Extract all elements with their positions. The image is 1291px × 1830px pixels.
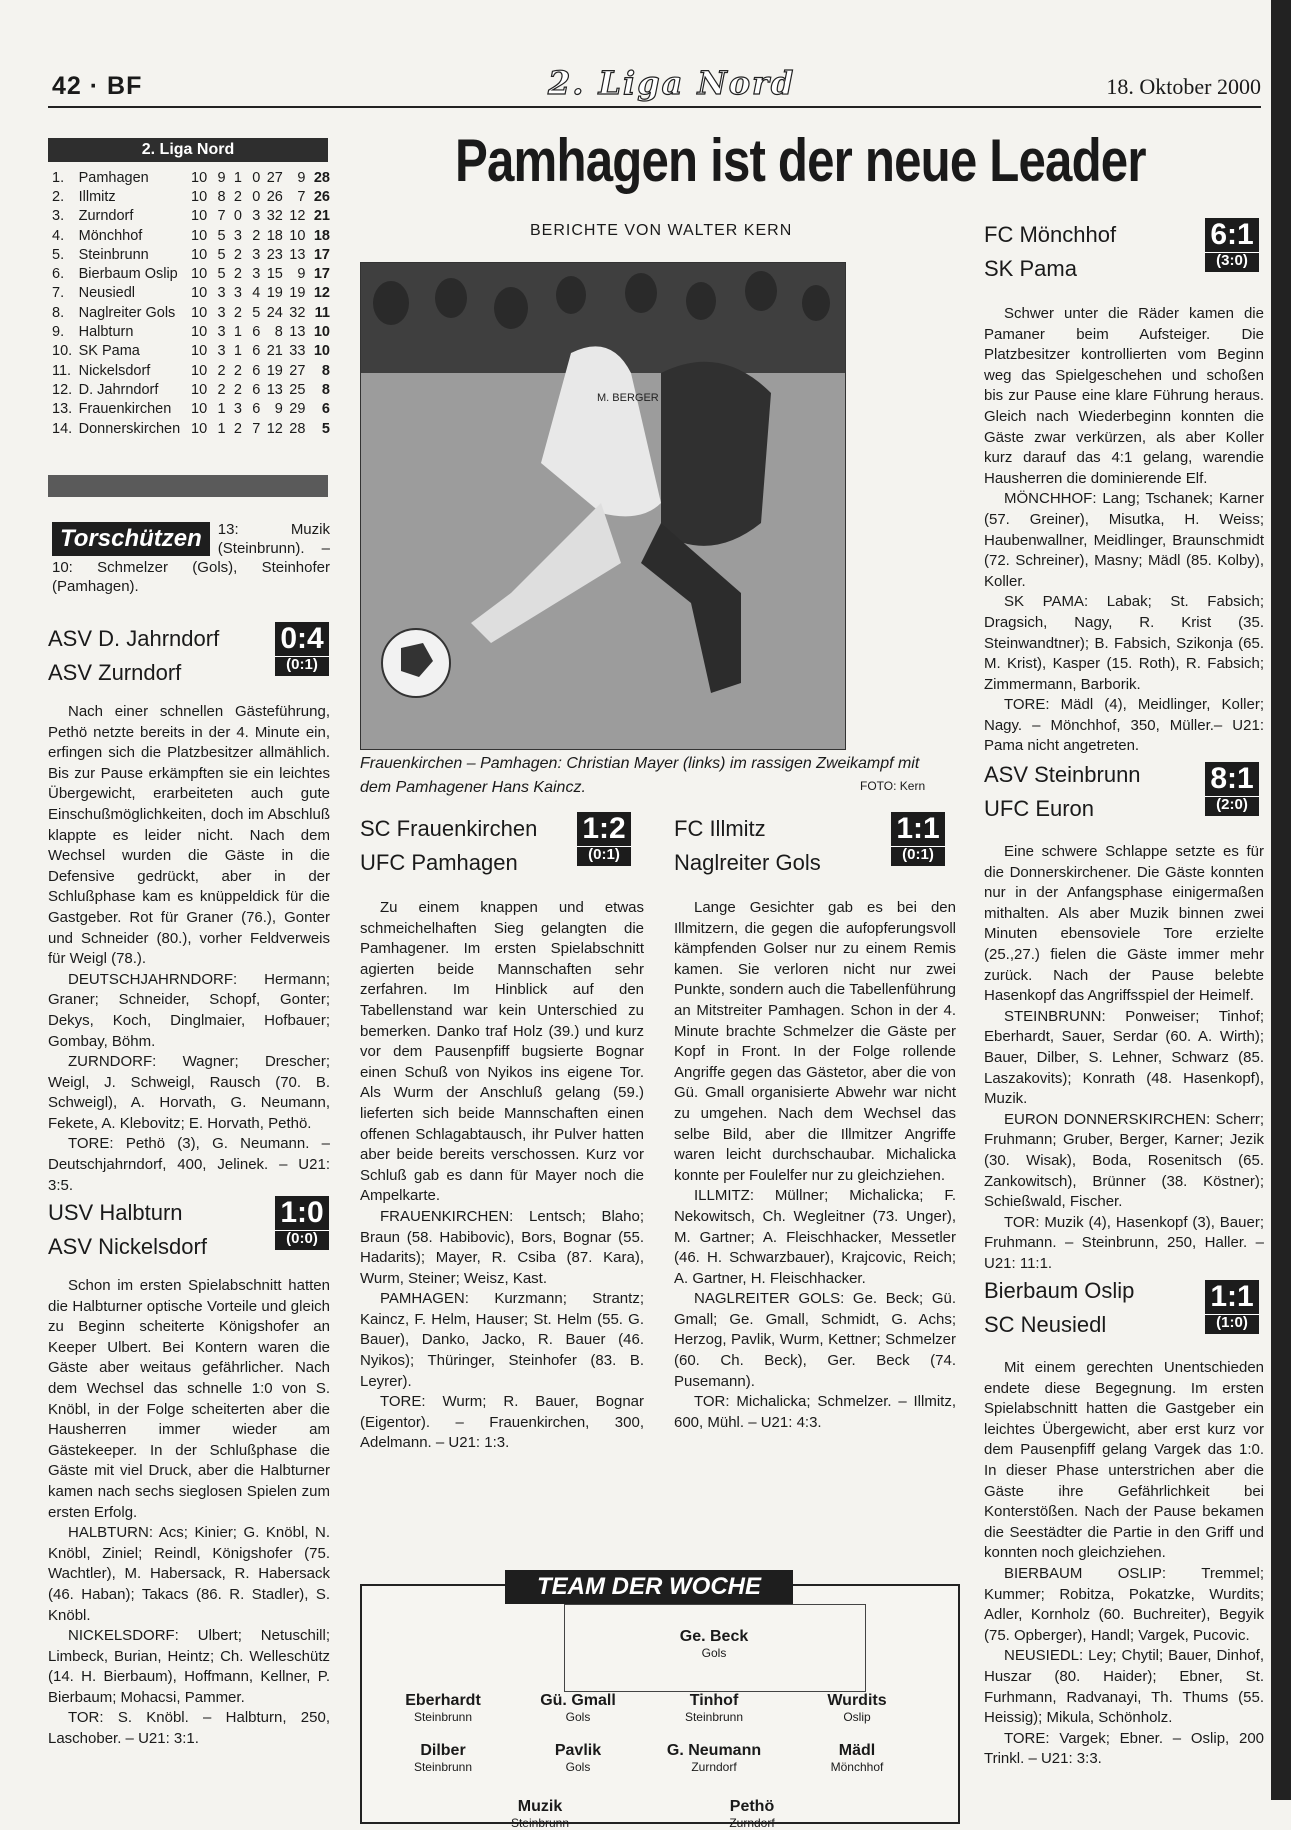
standings-cell-u: 2 [233, 246, 242, 263]
standings-row [52, 380, 330, 399]
standings-cell-t: 19 [266, 285, 283, 302]
standings-cell-s: 3 [217, 343, 226, 360]
standings-row [52, 419, 330, 438]
issue-date: 18. Oktober 2000 [1106, 74, 1261, 99]
standings-cell-rank: 6. [52, 266, 65, 283]
standings-cell-t: 18 [266, 227, 283, 244]
standings-cell-pts: 11 [314, 304, 330, 321]
standings-cell-t: 13 [266, 381, 283, 398]
match-moenchhof-title: FC Mönchhof SK Pama [984, 222, 1117, 281]
player-name: Dilber [420, 1742, 466, 1759]
standings-cell-rank: 14. [52, 420, 73, 437]
player-club: Mönchhof [830, 1760, 884, 1774]
standings-cell-n: 6 [252, 381, 261, 398]
match-frauenkirchen-score: 1:2 (0:1) [577, 812, 631, 866]
standings-cell-pts: 21 [313, 208, 330, 225]
standings-cell-s: 9 [217, 169, 226, 186]
standings-cell-gt: 10 [289, 227, 306, 244]
standings-cell-gt: 13 [289, 324, 306, 341]
standings-cell-u: 3 [233, 401, 242, 418]
standings-cell-n: 0 [252, 188, 261, 205]
team-player [460, 1798, 620, 1830]
standings-cell-t: 19 [266, 362, 283, 379]
player-name: Pethö [729, 1798, 775, 1815]
standings-cell-sp: 10 [191, 266, 208, 283]
standings-row [52, 187, 330, 206]
standings-cell-t: 32 [266, 208, 283, 225]
player-name: Mädl [838, 1742, 876, 1759]
standings-row [52, 284, 330, 303]
standings-cell-sp: 10 [191, 381, 208, 398]
standings-cell-rank: 12. [52, 381, 73, 398]
match-illmitz-score: 1:1 (0:1) [891, 812, 945, 866]
match-steinbrunn-title: ASV Steinbrunn UFC Euron [984, 762, 1141, 821]
standings-row [52, 168, 330, 187]
player-club: Zurndorf [729, 1816, 775, 1830]
standings-cell-n: 3 [252, 266, 261, 283]
standings-cell-rank: 10. [52, 343, 73, 360]
standings-cell-sp: 10 [191, 343, 208, 360]
standings-row [52, 207, 330, 226]
home-team: ASV D. Jahrndorf [48, 626, 220, 651]
standings-row [52, 342, 330, 361]
match-illmitz-title: FC Illmitz Naglreiter Gols [674, 816, 821, 875]
standings-cell-gt: 33 [289, 343, 306, 360]
standings-cell-sp: 10 [191, 401, 208, 418]
standings-cell-pts: 17 [313, 266, 330, 283]
standings-cell-s: 7 [217, 208, 226, 225]
standings-cell-pts: 6 [321, 401, 330, 418]
team-of-week-title: TEAM DER WOCHE [505, 1570, 793, 1604]
standings-cell-t: 24 [266, 304, 283, 321]
standings-cell-n: 6 [252, 324, 261, 341]
standings-cell-sp: 10 [191, 362, 208, 379]
standings-cell-gt: 32 [289, 304, 306, 321]
standings-cell-t: 23 [266, 246, 283, 263]
standings-cell-s: 2 [217, 362, 226, 379]
standings-cell-rank: 8. [52, 304, 65, 321]
page-edge-bar [1271, 0, 1291, 1800]
standings-cell-u: 2 [233, 420, 242, 437]
standings-cell-u: 1 [233, 343, 242, 360]
standings-cell-gt: 9 [297, 266, 306, 283]
standings-cell-t: 26 [266, 188, 283, 205]
standings-cell-sp: 10 [191, 169, 208, 186]
standings-cell-gt: 29 [289, 401, 306, 418]
standings-row [52, 361, 330, 380]
standings-cell-sp: 10 [191, 304, 208, 321]
player-name: Muzik [517, 1798, 563, 1815]
match-oslip-title: Bierbaum Oslip SC Neusiedl [984, 1278, 1135, 1337]
match-moenchhof-text: Schwer unter die Räder kamen die Pamaner beim Aufsteiger. Die Platzbesitzer kontrollierten vom Beginn weg das Spielgeschehen und schoßen bis zur Pause eine klare Führung heraus. Gleich nach Wiederbeginn konnten die Gäste zwar verkürzen, als aber Koller kurz darauf das 4:1 gelang, warendie Hausherren die dominierende Elf. MÖNCHHOF: Lang; Tschanek; Karner (57. Greiner), Misutka, H. Weiss; Haubenwallner, Meidlinger, Braunschmidt (72. Schreiner), Masny; Mädl (85. Kolby), Koller. SK PAMA: Labak; St. Fabsich; Dragsich, Nagy, R. Krist (35. Steinwandtner); B. Fabsich, Szikonja (65. M. Krist), Kasper (15. Roth), R. Fabsich; Zimmermann, Barborik. TORE: Mädl (4), Meidlinger, Koller; Nagy. – Mönchhof, 350, Müller.– U21: Pama nicht angetreten. [984, 305, 1264, 755]
match-oslip-text: Mit einem gerechten Unentschieden endete diese Begegnung. Im ersten Spielabschnitt hatten die Gastgeber ein leichtes Übergewicht, aber erst kurz vor dem Pausenpfiff gelang Vargek das 1:0. In dieser Phase unterstrichen aber die Gäste ihre Gefährlichkeit bei Konterstößen. Nach der Pause bekamen die Seestädter die Partie in den Griff und konnten noch gleichziehen. BIERBAUM OSLIP: Tremmel; Kummer; Robitza, Pokatzke, Wurdits; Adler, Kornholz (60. Buchreiter), Begyik (75. Opberger), Handl; Vargek, Pucovic. NEUSIEDL: Ley; Chytil; Bauer, Dinhof, Huszar (80. Haider); Ebner, St. Furhmann, Radvanayi, Th. Thums (55. Heissig); Mikula, Schönholz. TORE: Vargek; Ebner. – Oslip, 200 Trinkl. – U21: 3:3. [984, 1359, 1264, 1768]
player-club: Steinbrunn [413, 1710, 473, 1724]
standings-cell-rank: 11. [52, 362, 72, 379]
scorers-block [52, 520, 330, 596]
standings-cell-team: D. Jahrndorf [78, 381, 159, 398]
standings-row [52, 400, 330, 419]
match-steinbrunn-score: 8:1 (2:0) [1205, 762, 1259, 816]
match-illmitz-text: Lange Gesichter gab es bei den Illmitzern, die gegen die aufopferungsvoll kämpfenden Golser nur zu einem Remis kamen. Sie verloren nicht nur zwei Punkte, sondern auch die Tabellenführung an Mitstreiter Pamhagen. Schon in der 4. Minute brachte Schmelzer die Gäste per Kopf in Front. In der Folge rollende Angriffe gegen das Gästetor, aber die von Gü. Gmall organisierte Abwehr war nicht zu umgehen. Nach dem Wechsel das selbe Bild, aber die Illmitzer Angriffe waren leicht durchschaubar. Michalicka konnte per Foulelfer nur zu gleichziehen. ILLMITZ: Müllner; Michalicka; F. Nekowitsch, Ch. Wegleitner (73. Unger), M. Gartner; A. Fleischhacker, Messetler (46. H. Schwarzbauer), Krajcovic, Reich; A. Gartner, H. Fleischhacker. NAGLREITER GOLS: Ge. Beck; Gü. Gmall; Ge. Gmall, Schmidt, G. Achs; Herzog, Pavlik, Wurm, Kettner; Schmelzer (60. Ch. Beck), Ger. Beck (74. Pusemann). TOR: Michalicka; Schmelzer. – Illmitz, 600, Mühl. – U21: 4:3. [674, 899, 956, 1431]
standings-cell-sp: 10 [191, 324, 208, 341]
standings-cell-t: 12 [266, 420, 283, 437]
byline: BERICHTE VON WALTER KERN [530, 222, 793, 239]
standings-cell-gt: 13 [289, 246, 306, 263]
match-moenchhof-score: 6:1 (3:0) [1205, 218, 1259, 272]
standings-cell-rank: 7. [52, 285, 65, 302]
standings-cell-pts: 26 [313, 188, 330, 205]
standings-cell-u: 2 [233, 362, 242, 379]
match-halbturn-title: USV Halbturn ASV Nickelsdorf [48, 1200, 207, 1259]
standings-table [52, 168, 330, 438]
standings-cell-n: 6 [252, 343, 261, 360]
away-team: ASV Zurndorf [48, 660, 182, 685]
standings-cell-s: 1 [217, 420, 226, 437]
player-club: Steinbrunn [510, 1816, 570, 1830]
standings-cell-rank: 4. [52, 227, 65, 244]
standings-cell-n: 5 [252, 304, 261, 321]
standings-row [52, 322, 330, 341]
standings-cell-team: Pamhagen [78, 169, 149, 186]
player-name: Wurdits [827, 1692, 887, 1709]
standings-cell-s: 1 [217, 401, 226, 418]
match-halbturn-score: 1:0 (0:0) [275, 1196, 329, 1250]
scorers-text: 13: Muzik (Steinbrunn). – 10: Schmelzer (Gols), Steinhofer (Pamhagen). [52, 521, 330, 595]
standings-cell-team: Illmitz [78, 188, 116, 205]
standings-row [52, 245, 330, 264]
standings-cell-s: 5 [217, 266, 226, 283]
standings-row [52, 264, 330, 283]
standings-cell-u: 2 [233, 304, 242, 321]
standings-cell-sp: 10 [191, 208, 208, 225]
player-club: Gols [565, 1710, 591, 1724]
standings-cell-rank: 1. [52, 169, 65, 186]
standings-row [52, 226, 330, 245]
standings-cell-u: 1 [233, 169, 242, 186]
standings-cell-team: SK Pama [78, 343, 140, 360]
standings-cell-u: 1 [233, 324, 242, 341]
standings-cell-team: Halbturn [78, 324, 134, 341]
standings-cell-t: 9 [274, 401, 283, 418]
team-player [672, 1798, 832, 1830]
standings-cell-team: Steinbrunn [78, 246, 149, 263]
standings-cell-rank: 9. [52, 324, 65, 341]
standings-cell-s: 5 [217, 246, 226, 263]
standings-cell-n: 6 [252, 362, 261, 379]
standings-cell-rank: 13. [52, 401, 73, 418]
standings-cell-t: 27 [266, 169, 283, 186]
player-name: Gü. Gmall [540, 1692, 616, 1709]
standings-cell-rank: 3. [52, 208, 65, 225]
team-player [634, 1742, 794, 1774]
player-name: Pavlik [554, 1742, 602, 1759]
standings-cell-gt: 27 [289, 362, 306, 379]
standings-cell-n: 3 [252, 208, 261, 225]
standings-cell-s: 3 [217, 304, 226, 321]
standings-bar [48, 475, 328, 497]
standings-cell-team: Nickelsdorf [78, 362, 151, 379]
standings-cell-sp: 10 [191, 285, 208, 302]
standings-row [52, 303, 330, 322]
standings-cell-pts: 5 [321, 420, 330, 437]
standings-cell-n: 4 [252, 285, 261, 302]
standings-cell-s: 3 [217, 324, 226, 341]
section-title: 2. Liga Nord [548, 64, 796, 102]
standings-cell-pts: 10 [313, 324, 330, 341]
standings-cell-pts: 17 [313, 246, 330, 263]
header-rule [48, 106, 1261, 108]
standings-cell-n: 0 [252, 169, 261, 186]
player-club: Gols [701, 1646, 727, 1660]
standings-cell-s: 8 [217, 188, 226, 205]
player-club: Steinbrunn [413, 1760, 473, 1774]
match-jahrndorf-score: 0:4 (0:1) [275, 622, 329, 676]
standings-cell-rank: 5. [52, 246, 65, 263]
standings-cell-team: Neusiedl [78, 285, 136, 302]
player-club: Steinbrunn [684, 1710, 744, 1724]
standings-cell-sp: 10 [191, 227, 208, 244]
match-jahrndorf-title [48, 622, 219, 690]
standings-cell-u: 2 [233, 188, 242, 205]
match-halbturn-text: Schon im ersten Spielabschnitt hatten die Halbturner optische Vorteile und gleich zu Beginn scheiterte Königshofer an Keeper Ulbert. Bei Kontern waren die Gäste aber weitaus gefährlicher. Nach dem Wechsel das schnelle 1:0 von S. Knöbl, in der Folge scheiterten aber die Hausherren immer wieder am Gästekeeper. In der Schlußphase die Gäste mit viel Druck, aber die Halbturner kamen nach sechs sieglosen Spielen zum ersten Erfolg. HALBTURN: Acs; Kinier; G. Knöbl, N. Knöbl, Ziniel; Reindl, Königshofer (75. Wachtler), M. Habersack, R. Habersack (46. Haban); Takacs (86. R. Stadler), S. Knöbl. NICKELSDORF: Ulbert; Netuschill; Limbeck, Burian, Heintz; Ch. Welleschütz (14. H. Bierbaum), Hoffmann, Kellner, P. Bierbaum; Mohacsi, Pammer. TOR: S. Knöbl. – Halbturn, 250, Laschober. – U21: 3:1. [48, 1277, 330, 1748]
standings-cell-pts: 8 [321, 381, 330, 398]
match-frauenkirchen-title: SC Frauenkirchen UFC Pamhagen [360, 816, 538, 875]
standings-cell-gt: 7 [297, 188, 306, 205]
player-name: G. Neumann [666, 1742, 762, 1759]
standings-cell-pts: 18 [313, 227, 330, 244]
page-number: 42 · BF [52, 72, 143, 100]
standings-cell-u: 3 [233, 227, 242, 244]
standings-cell-sp: 10 [191, 420, 208, 437]
standings-cell-n: 2 [252, 227, 261, 244]
player-club: Zurndorf [691, 1760, 737, 1774]
standings-cell-pts: 8 [321, 362, 330, 379]
standings-cell-sp: 10 [191, 246, 208, 263]
match-photo [360, 262, 846, 750]
standings-cell-gt: 9 [297, 169, 306, 186]
team-player [634, 1692, 794, 1724]
player-club: Gols [565, 1760, 591, 1774]
standings-cell-pts: 12 [313, 285, 330, 302]
standings-cell-s: 3 [217, 285, 226, 302]
standings-title: 2. Liga Nord [48, 138, 328, 162]
standings-cell-n: 3 [252, 246, 261, 263]
standings-cell-sp: 10 [191, 188, 208, 205]
team-player [777, 1692, 937, 1724]
match-jahrndorf-text: Nach einer schnellen Gästeführung, Pethö netzte bereits in der 4. Minute ein, erfingen sich die Platzbesitzer allmählich. Bis zur Pause erkämpften sie ein leichtes Übergewicht, erarbeiteten auch gute Einschußmöglichkeiten, doch im Abschluß klappte es leider nicht. Nach dem Wechsel wurden die Gäste in die Defensive gedrückt, aber in der Schlußphase kam es knüppeldick für die Gastgeber. Rot für Graner (76.), Gonter und Schneider (80.), vorher Feldverweis für Weigl (78.). DEUTSCHJAHRNDORF: Hermann; Graner; Schneider, Schopf, Gonter; Dekys, Koch, Dinglmaier, Hofbauer; Gombay, Böhm. ZURNDORF: Wagner; Drescher; Weigl, J. Schweigl, Rausch (70. B. Schweigl), A. Horvath, G. Neumann, Fekete, A. Klebovitz; E. Horvath, Pethö. TORE: Pethö (3), G. Neumann. – Deutschjahrndorf, 400, Jelinek. – U21: 3:5. [48, 703, 330, 1194]
photo-credit: FOTO: Kern [860, 779, 926, 793]
standings-cell-pts: 28 [313, 169, 330, 186]
player-club: Oslip [843, 1710, 871, 1724]
match-frauenkirchen-text: Zu einem knappen und etwas schmeichelhaften Sieg gelangten die Pamhagener. Im ersten Spielabschnitt agierten beide Mannschaften sehr zerfahren. Im Hinblick auf den Tabellenstand war kein Unterschied zu bemerken. Danko traf Holz (39.) und kurz vor dem Pausenpfiff bugsierte Bognar einen Schuß von Nyikos ins eigene Tor. Als Wurm der Anschluß gelang (59.) lieferten sich beide Mannschaften einen offenen Schlagabtausch, ihr Pulver hatten aber beide bereits verschossen. Kurz vor Schluß gab es dann für Mayer noch die Ampelkarte. FRAUENKIRCHEN: Lentsch; Blaho; Braun (58. Habibovic), Bors, Bognar (55. Hadarits); Mayer, R. Csiba (87. Kara), Wurm, Steiner; Weisz, Kast. PAMHAGEN: Kurzmann; Strantz; Kaincz, F. Helm, Hauser; St. Helm (55. G. Bauer), Danko, Jacko, R. Bauer (46. Nyikos); Thüringer, Steinhofer (83. B. Leyrer). TORE: Wurm; R. Bauer, Bognar (Eigentor). – Frauenkirchen, 300, Adelmann. – U21: 1:3. [360, 899, 644, 1452]
standings-cell-team: Bierbaum Oslip [78, 266, 178, 283]
player-name: Eberhardt [405, 1692, 481, 1709]
standings-cell-u: 3 [233, 285, 242, 302]
standings-cell-team: Mönchhof [78, 227, 143, 244]
shirt-sponsor-text: M. BERGER [597, 392, 659, 404]
photo-caption: Frauenkirchen – Pamhagen: Christian Mayer (links) im rassigen Zweikampf mit dem Pamhagener Hans Kaincz. [360, 755, 920, 796]
standings-cell-s: 5 [217, 227, 226, 244]
scorers-label: Torschützen [52, 522, 210, 556]
standings-cell-team: Naglreiter Gols [78, 304, 176, 321]
standings-cell-n: 6 [252, 401, 261, 418]
standings-cell-pts: 10 [313, 343, 330, 360]
standings-cell-s: 2 [217, 381, 226, 398]
standings-cell-team: Donnerskirchen [78, 420, 181, 437]
headline: Pamhagen ist der neue Leader [455, 127, 1146, 194]
standings-cell-u: 0 [233, 208, 242, 225]
standings-cell-t: 15 [266, 266, 283, 283]
standings-cell-gt: 25 [289, 381, 306, 398]
standings-cell-t: 21 [266, 343, 283, 360]
standings-cell-team: Zurndorf [78, 208, 134, 225]
match-steinbrunn-text: Eine schwere Schlappe setzte es für die Donnerskirchener. Die Gäste konnten nur in der Anfangsphase einigermaßen mithalten. Als aber Muzik binnen zwei Minuten ebensoviele Tore erzielte (25.,27.) fielen die Gäste immer mehr zurück. Nach der Pause belebte Hasenkopf das Angriffsspiel der Heimelf. STEINBRUNN: Ponweiser; Tinhof; Eberhardt, Sauer, Serdar (60. A. Wirth); Bauer, Dilber, S. Lehner, Schwarz (85. Laszakovits); Konrath (48. Hasenkopf), Muzik. EURON DONNERSKIRCHEN: Scherr; Fruhmann; Gruber, Berger, Karner; Jezik (30. Wisak), Boda, Rosenitsch (65. Zankowitsch), Brünner (38. Köstner); Schießwald, Fischer. TOR: Muzik (4), Hasenkopf (3), Bauer; Fruhmann. – Steinbrunn, 250, Haller. – U21: 11:1. [984, 843, 1264, 1272]
standings-cell-n: 7 [252, 420, 261, 437]
standings-cell-u: 2 [233, 266, 242, 283]
standings-cell-rank: 2. [52, 188, 65, 205]
standings-cell-u: 2 [233, 381, 242, 398]
standings-cell-gt: 28 [289, 420, 306, 437]
standings-cell-gt: 12 [289, 208, 306, 225]
standings-cell-t: 8 [274, 324, 283, 341]
player-name: Tinhof [689, 1692, 739, 1709]
standings-cell-gt: 19 [289, 285, 306, 302]
match-oslip-score: 1:1 (1:0) [1205, 1280, 1259, 1334]
team-player [777, 1742, 937, 1774]
player-name: Ge. Beck [679, 1628, 749, 1645]
team-player [634, 1628, 794, 1660]
standings-cell-team: Frauenkirchen [78, 401, 172, 418]
